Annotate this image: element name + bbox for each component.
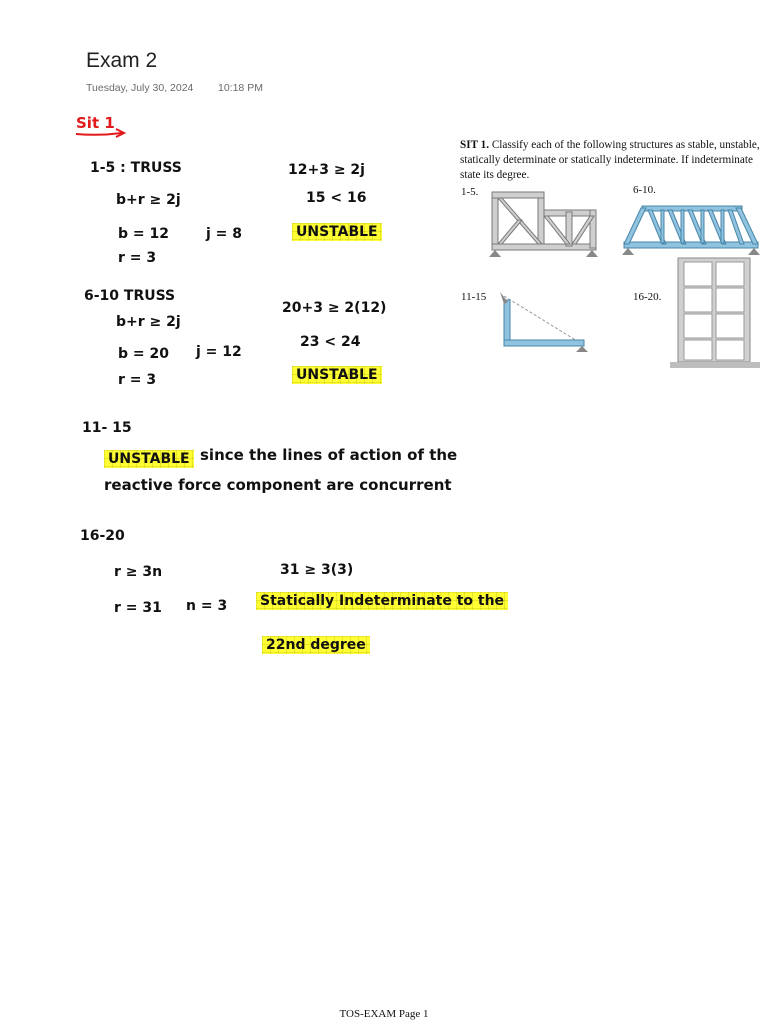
s3-range: 11- 15 xyxy=(82,420,132,436)
figure-truss-6-10 xyxy=(620,200,760,260)
s4-range: 16-20 xyxy=(80,528,125,544)
s4-r: r = 31 xyxy=(114,600,162,616)
s3-result: UNSTABLE xyxy=(104,450,194,468)
s2-check1: 20+3 ≥ 2(12) xyxy=(282,300,387,316)
s1-j: j = 8 xyxy=(206,226,243,242)
s4-n: n = 3 xyxy=(186,598,228,614)
s1-r: r = 3 xyxy=(118,250,157,266)
s4-check: 31 ≥ 3(3) xyxy=(280,562,354,578)
red-arrow-underline xyxy=(74,128,134,148)
s1-range: 1-5 : TRUSS xyxy=(90,160,182,176)
s3-line1: since the lines of action of the xyxy=(200,446,458,464)
s2-j: j = 12 xyxy=(196,344,242,360)
s3-line2: reactive force component are concurrent xyxy=(104,476,452,494)
problem-text: Classify each of the following structures as stable, unstable, statically determinate or statically indeterminate. If indeterminate state its degree. xyxy=(460,139,760,181)
fig-label-4: 16-20. xyxy=(633,291,662,303)
figure-frame-11-15 xyxy=(494,288,594,353)
fig-label-1: 1-5. xyxy=(461,186,479,198)
page-date: Tuesday, July 30, 2024 xyxy=(86,82,194,94)
figure-truss-1-5 xyxy=(486,190,606,260)
s2-b: b = 20 xyxy=(118,346,169,362)
fig-label-2: 6-10. xyxy=(633,184,656,196)
s1-check1: 12+3 ≥ 2j xyxy=(288,162,365,178)
s2-range: 6-10 TRUSS xyxy=(84,288,176,304)
page-time: 10:18 PM xyxy=(218,82,263,94)
s2-result: UNSTABLE xyxy=(292,366,382,384)
s4-result-line1: Statically Indeterminate to the xyxy=(256,592,508,610)
problem-heading: SIT 1. xyxy=(460,139,490,151)
s1-result: UNSTABLE xyxy=(292,223,382,241)
s4-eq: r ≥ 3n xyxy=(114,564,163,580)
s2-r: r = 3 xyxy=(118,372,157,388)
s1-b: b = 12 xyxy=(118,226,169,242)
s1-check2: 15 < 16 xyxy=(306,190,367,206)
s2-eq: b+r ≥ 2j xyxy=(116,314,181,330)
problem-statement xyxy=(460,138,760,183)
s2-check2: 23 < 24 xyxy=(300,334,361,350)
page-title: Exam 2 xyxy=(86,49,158,72)
fig-label-3: 11-15 xyxy=(461,291,487,303)
figure-frame-16-20 xyxy=(670,254,762,374)
sit-label: Sit 1 xyxy=(76,114,115,132)
page-footer: TOS-EXAM Page 1 xyxy=(339,1008,429,1020)
s1-eq: b+r ≥ 2j xyxy=(116,192,181,208)
s4-result-line2: 22nd degree xyxy=(262,636,370,654)
